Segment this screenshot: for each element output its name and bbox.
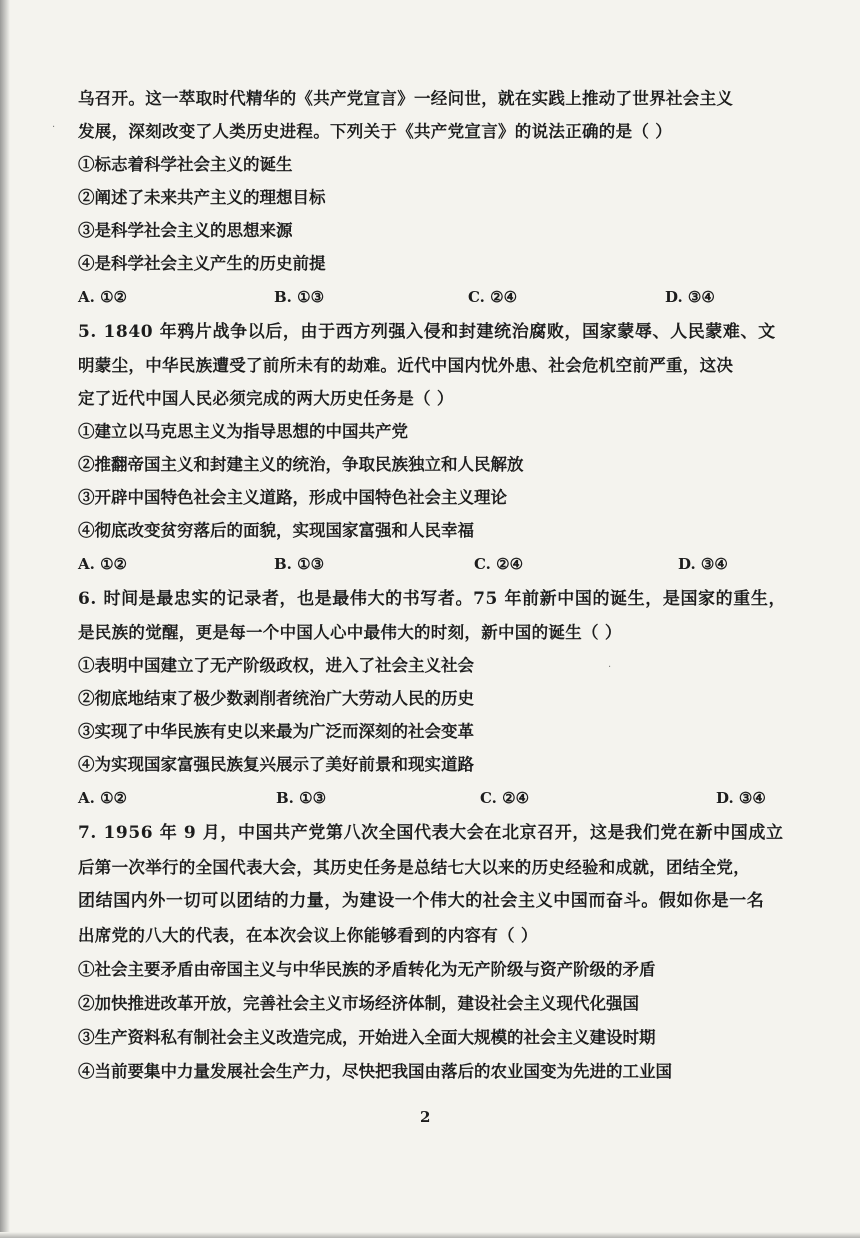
statement-option: ②加快推进改革开放，完善社会主义市场经济体制，建设社会主义现代化强国: [78, 994, 639, 1013]
question-text-line: 明蒙尘，中华民族遭受了前所未有的劫难。近代中国内忧外患、社会危机空前严重，这决: [78, 356, 734, 375]
choice-a: A. ①②: [78, 288, 127, 306]
statement-option: ①表明中国建立了无产阶级政权，进入了社会主义社会: [78, 656, 474, 675]
scan-speck: ·: [608, 662, 612, 673]
statement-option: ①社会主要矛盾由帝国主义与中华民族的矛盾转化为无产阶级与资产阶级的矛盾: [78, 960, 656, 979]
answer-choices: [78, 280, 778, 316]
choice-d: D. ③④: [665, 288, 715, 306]
choice-c: C. ②④: [480, 789, 530, 807]
page-number: 2: [420, 1108, 431, 1126]
choice-b: B. ①③: [274, 288, 325, 306]
answer-choices: [78, 547, 778, 583]
statement-option: ②推翻帝国主义和封建主义的统治，争取民族独立和人民解放: [78, 455, 524, 474]
statement-option: ③开辟中国特色社会主义道路，形成中国特色社会主义理论: [78, 488, 507, 507]
statement-option: ④当前要集中力量发展社会生产力，尽快把我国由落后的农业国变为先进的工业国: [78, 1062, 672, 1081]
question-text-line: 7. 1956 年 9 月，中国共产党第八次全国代表大会在北京召开，这是我们党在新中国成立: [78, 823, 784, 843]
statement-option: ③是科学社会主义的思想来源: [78, 221, 293, 240]
scan-speck: ·: [52, 122, 56, 133]
statement-option: ④为实现国家富强民族复兴展示了美好前景和现实道路: [78, 755, 474, 774]
statement-option: ③生产资料私有制社会主义改造完成，开始进入全面大规模的社会主义建设时期: [78, 1028, 656, 1047]
question-text-line: 乌召开。这一萃取时代精华的《共产党宣言》一经问世，就在实践上推动了世界社会主义: [78, 89, 734, 108]
exam-page: [78, 82, 787, 1089]
question-4: [78, 82, 778, 316]
scan-edge-bottom: [0, 1232, 860, 1238]
question-text-line: 发展，深刻改变了人类历史进程。下列关于《共产党宣言》的说法正确的是（ ）: [78, 122, 673, 141]
statement-option: ④彻底改变贫穷落后的面貌，实现国家富强和人民幸福: [78, 521, 474, 540]
choice-c: C. ②④: [468, 288, 518, 306]
question-text-line: 后第一次举行的全国代表大会，其历史任务是总结七大以来的历史经验和成就，团结全党，: [78, 858, 750, 877]
choice-b: B. ①③: [274, 555, 325, 573]
question-5: [78, 316, 778, 583]
question-text-line: 团结国内外一切可以团结的力量，为建设一个伟大的社会主义中国而奋斗。假如你是一名: [78, 891, 765, 911]
scan-edge-left: [0, 0, 10, 1238]
statement-option: ④是科学社会主义产生的历史前提: [78, 254, 326, 273]
question-text-line: 定了近代中国人民必须完成的两大历史任务是（ ）: [78, 389, 454, 408]
statement-option: ③实现了中华民族有史以来最为广泛而深刻的社会变革: [78, 722, 474, 741]
question-text-line: 6. 时间是最忠实的记录者，也是最伟大的书写者。75 年前新中国的诞生，是国家的重生，: [78, 589, 787, 609]
question-7: [78, 817, 784, 1089]
choice-d: D. ③④: [716, 789, 766, 807]
statement-option: ②彻底地结束了极少数剥削者统治广大劳动人民的历史: [78, 689, 474, 708]
choice-d: D. ③④: [678, 555, 728, 573]
question-text-line: 5. 1840 年鸦片战争以后，由于西方列强入侵和封建统治腐败，国家蒙辱、人民蒙难、文: [78, 322, 776, 342]
statement-option: ①标志着科学社会主义的诞生: [78, 155, 293, 174]
choice-b: B. ①③: [276, 789, 327, 807]
answer-choices: [78, 781, 778, 817]
statement-option: ①建立以马克思主义为指导思想的中国共产党: [78, 422, 408, 441]
choice-a: A. ①②: [78, 789, 127, 807]
statement-option: ②阐述了未来共产主义的理想目标: [78, 188, 326, 207]
choice-a: A. ①②: [78, 555, 127, 573]
choice-c: C. ②④: [474, 555, 524, 573]
question-text-line: 出席党的八大的代表，在本次会议上你能够看到的内容有（ ）: [78, 926, 538, 945]
question-6: [78, 583, 787, 817]
question-text-line: 是民族的觉醒，更是每一个中国人心中最伟大的时刻，新中国的诞生（ ）: [78, 623, 622, 642]
